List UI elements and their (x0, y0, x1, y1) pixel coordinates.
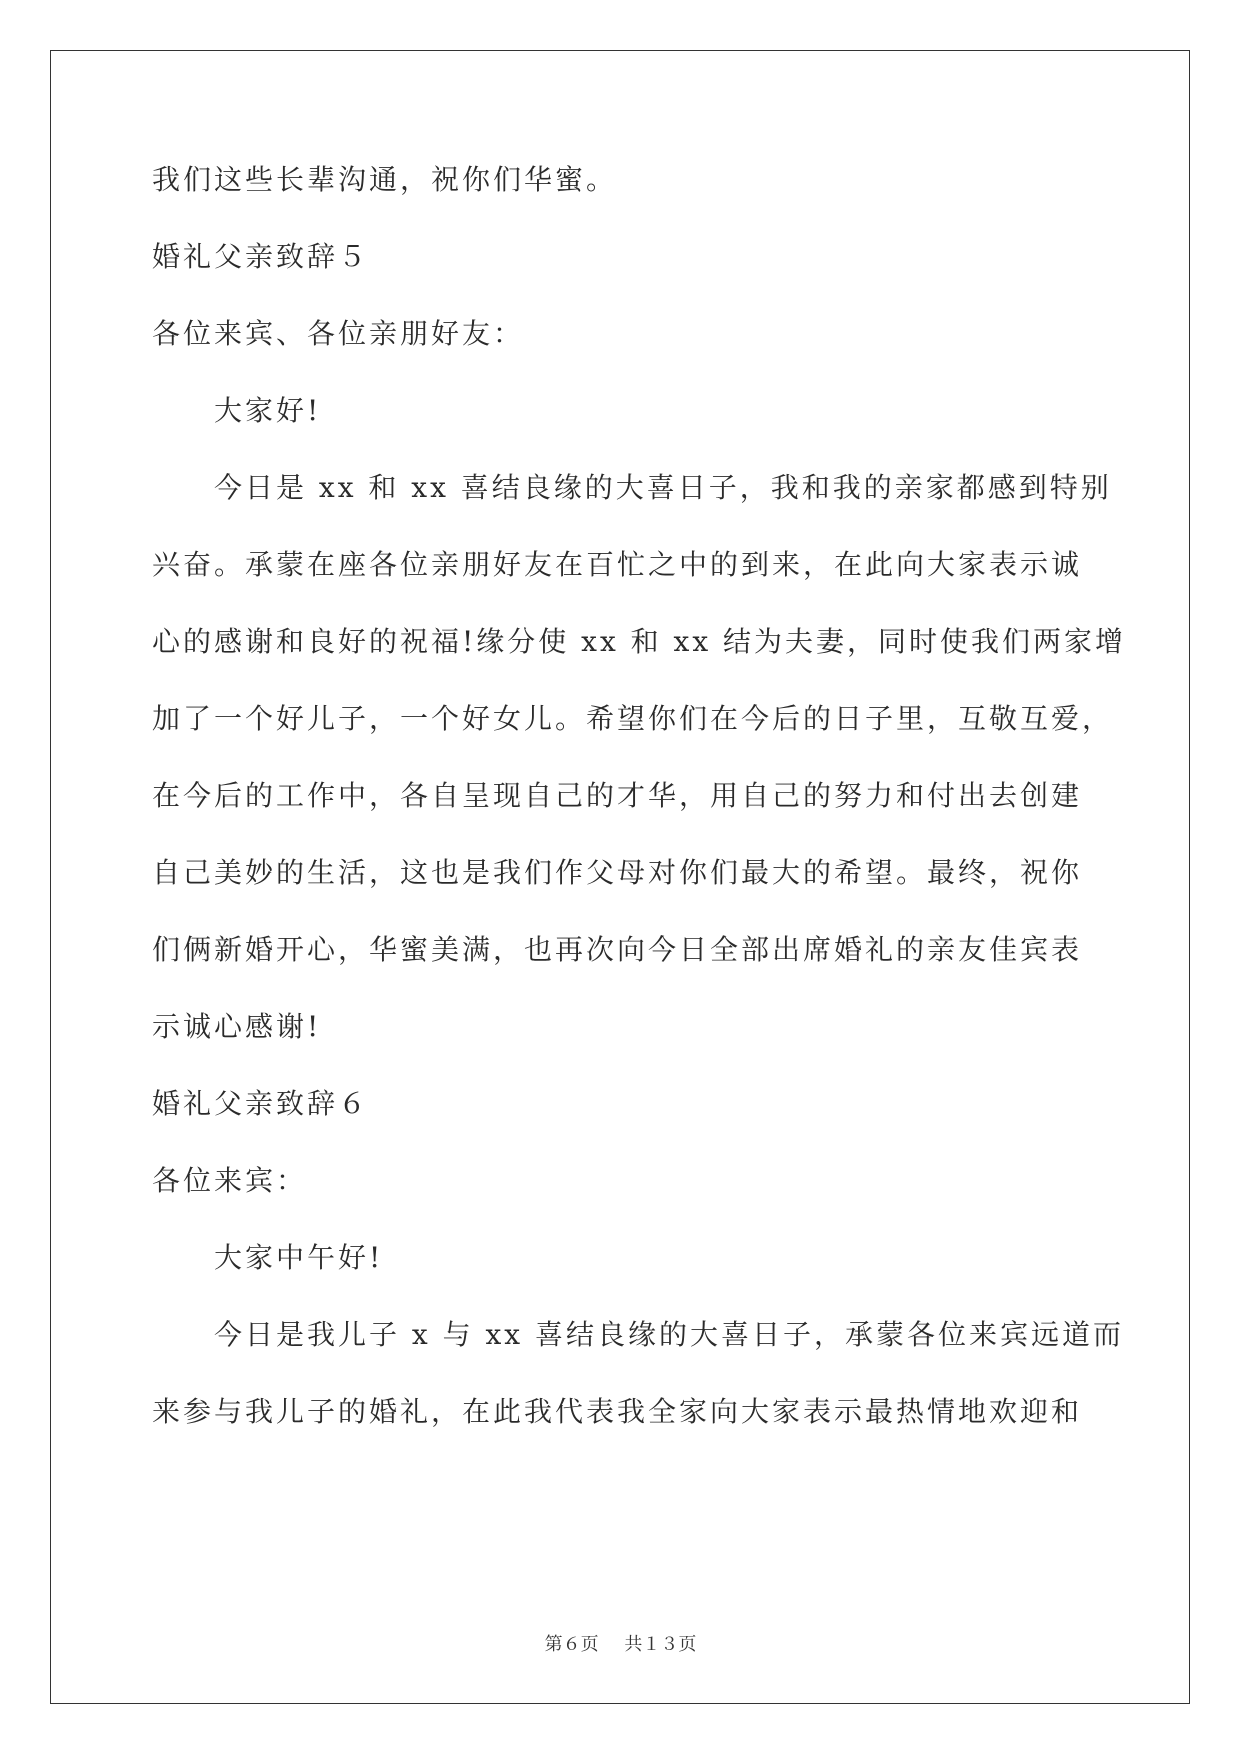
greeting: 大家好! (214, 394, 322, 427)
text-line: 在今后的工作中，各自呈现自己的才华，用自己的努力和付出去创建 (152, 779, 1083, 812)
text-line: 我们这些长辈沟通，祝你们华蜜。 (152, 163, 618, 196)
document-body (152, 163, 1127, 1475)
text-line: 来参与我儿子的婚礼，在此我代表我全家向大家表示最热情地欢迎和 (152, 1395, 1083, 1428)
text-line: 示诚心感谢! (152, 1010, 322, 1043)
salutation: 各位来宾、各位亲朋好友： (152, 317, 525, 350)
greeting: 大家中午好! (214, 1241, 384, 1274)
text-line: 们俩新婚开心，华蜜美满，也再次向今日全部出席婚礼的亲友佳宾表 (152, 933, 1083, 966)
text-line: 兴奋。承蒙在座各位亲朋好友在百忙之中的到来，在此向大家表示诚 (152, 548, 1083, 581)
text-line: 自己美妙的生活，这也是我们作父母对你们最大的希望。最终，祝你 (152, 856, 1083, 889)
text-line: 心的感谢和良好的祝福!缘分使 xx 和 xx 结为夫妻，同时使我们两家增 (152, 625, 1127, 658)
text-line: 加了一个好儿子，一个好女儿。希望你们在今后的日子里，互敬互爱， (152, 702, 1114, 735)
salutation: 各位来宾： (152, 1164, 308, 1197)
page-total: 共１３页 (624, 1634, 697, 1655)
page-footer (0, 1630, 1241, 1656)
section-heading: 婚礼父亲致辞５ (152, 240, 370, 273)
section-heading: 婚礼父亲致辞６ (152, 1087, 370, 1120)
text-line: 今日是我儿子 x 与 xx 喜结良缘的大喜日子，承蒙各位来宾远道而 (214, 1318, 1124, 1351)
text-line: 今日是 xx 和 xx 喜结良缘的大喜日子，我和我的亲家都感到特别 (214, 471, 1112, 504)
page-number: 第６页 (544, 1634, 599, 1655)
